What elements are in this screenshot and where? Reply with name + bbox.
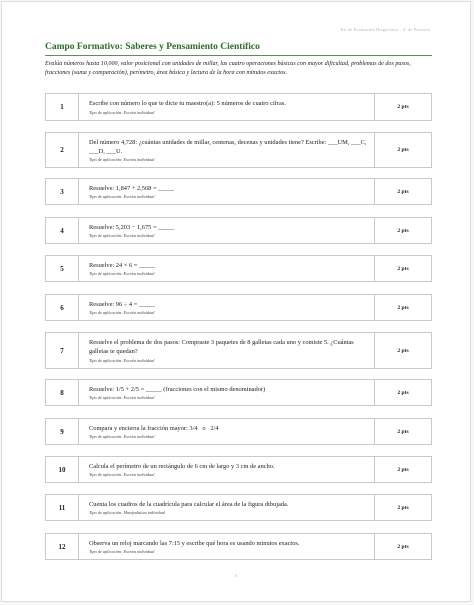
application-type: Tipo de aplicación: Escrita individual: [89, 310, 155, 316]
application-type: Tipo de aplicación: Escrita individual: [89, 549, 155, 555]
question-item-4: [45, 217, 432, 244]
question-text: Resuelve: 1/5 + 2/5 = _____ (fracciones con el mismo denominador): [89, 385, 266, 393]
question-body: [79, 256, 374, 281]
question-text: Del número 4,728: ¿cuántas unidades de millar, centenas, decenas y unidades tiene? Escribe: ___UM, ___C, ___D, ___U.: [89, 138, 367, 155]
application-type: Tipo de aplicación: Escrita individual: [89, 357, 155, 363]
question-text: Cuenta los cuadros de la cuadrícula para calcular el área de la figura dibujada.: [89, 500, 289, 508]
document-page: [1, 1, 471, 602]
question-text: Resuelve: 96 ÷ 4 = _____: [89, 300, 155, 308]
question-points: 2 pts: [374, 256, 431, 281]
application-type: Tipo de aplicación: Escrita individual: [89, 157, 155, 163]
question-item-2: [45, 132, 432, 168]
application-type: Tipo de aplicación: Escrita individual: [89, 271, 155, 277]
question-number: 6: [46, 295, 79, 320]
question-text: Resuelve: 1,847 + 2,568 = _____: [89, 184, 175, 192]
question-body: [79, 457, 374, 482]
question-points: 2 pts: [374, 457, 431, 482]
question-body: [79, 534, 374, 559]
question-number: 5: [46, 256, 79, 281]
question-item-12: [45, 533, 432, 560]
question-text: Compara y encierra la fracción mayor: 3/4 o 2/4: [89, 424, 219, 432]
question-number: 12: [46, 534, 79, 559]
question-body: [79, 380, 374, 405]
question-text: Calcula el perímetro de un rectángulo de 6 cm de largo y 3 cm de ancho.: [89, 462, 275, 470]
application-type: Tipo de aplicación: Escrita individual: [89, 472, 155, 478]
question-body: [79, 495, 374, 520]
question-item-8: [45, 379, 432, 406]
question-item-7: [45, 332, 432, 369]
question-item-9: [45, 418, 432, 445]
question-item-1: [45, 93, 432, 121]
question-text: Observa un reloj marcando las 7:15 y escribe qué hora es usando minutos exactos.: [89, 539, 300, 547]
page-number: 6: [235, 573, 238, 578]
title-divider: [45, 55, 432, 56]
question-points: 2 pts: [374, 333, 431, 368]
application-type: Tipo de aplicación: Escrita individual: [89, 395, 155, 401]
application-type: Tipo de aplicación: Escrita individual: [89, 109, 155, 115]
question-body: [79, 218, 374, 243]
question-points: 2 pts: [374, 133, 431, 167]
question-body: [79, 179, 374, 204]
application-type: Tipo de aplicación: Escrita individual: [89, 233, 155, 239]
question-item-10: [45, 456, 432, 483]
application-type: Tipo de aplicación: Manipulativa individual: [89, 510, 166, 516]
question-body: [79, 94, 374, 120]
question-points: 2 pts: [374, 218, 431, 243]
question-number: 2: [46, 133, 79, 167]
question-item-5: [45, 255, 432, 282]
question-text: Resuelve el problema de dos pasos: Compraste 3 paquetes de 8 galletas cada uno y comiste 5. ¿Cuántas galletas te quedan?: [89, 339, 354, 356]
question-number: 9: [46, 419, 79, 444]
question-points: 2 pts: [374, 94, 431, 120]
question-number: 4: [46, 218, 79, 243]
kit-header-label: Kit de Evaluación Diagnóstica · 4° de Primaria: [340, 27, 430, 32]
question-number: 10: [46, 457, 79, 482]
question-text: Escribe con número lo que te dicte tu maestro(a): 5 números de cuatro cifras.: [89, 100, 286, 108]
question-points: 2 pts: [374, 419, 431, 444]
question-body: [79, 133, 374, 167]
question-text: Resuelve: 5,203 − 1,675 = _____: [89, 223, 175, 231]
question-points: 2 pts: [374, 179, 431, 204]
question-number: 3: [46, 179, 79, 204]
question-points: 2 pts: [374, 534, 431, 559]
page-title: Campo Formativo: Saberes y Pensamiento Científico: [45, 42, 260, 52]
question-number: 7: [46, 333, 79, 368]
question-number: 11: [46, 495, 79, 520]
question-number: 8: [46, 380, 79, 405]
question-text: Resuelve: 24 × 6 = _____: [89, 261, 155, 269]
question-number: 1: [46, 94, 79, 120]
question-body: [79, 295, 374, 320]
question-item-3: [45, 178, 432, 205]
question-points: 2 pts: [374, 380, 431, 405]
question-body: [79, 333, 374, 368]
section-description: Evalúa números hasta 10,000, valor posicional con unidades de millar, las cuatro operaciones básicas con mayor dificultad, problemas de dos pasos, fracciones (suma y comparación), perímetro, área básica y lectura de la hora con minutos exactos.: [45, 61, 411, 77]
question-body: [79, 419, 374, 444]
question-points: 2 pts: [374, 295, 431, 320]
application-type: Tipo de aplicación: Escrita individual: [89, 434, 155, 440]
application-type: Tipo de aplicación: Escrita individual: [89, 194, 155, 200]
question-item-11: [45, 494, 432, 521]
question-item-6: [45, 294, 432, 321]
question-points: 2 pts: [374, 495, 431, 520]
